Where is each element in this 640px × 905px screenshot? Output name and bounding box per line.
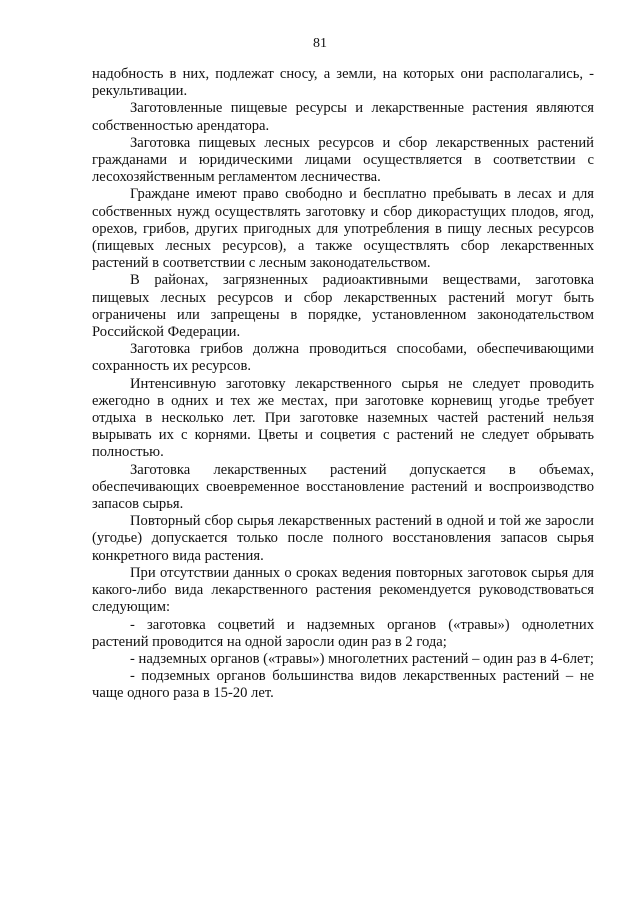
paragraph: При отсутствии данных о сроках ведения повторных заготовок сырья для какого-либо вида лекарственного растения рекомендуется руководствоваться следующим: <box>92 564 594 616</box>
paragraph: надобность в них, подлежат сносу, а земли, на которых они располагались, - рекультивации. <box>92 66 594 100</box>
document-body <box>92 66 594 703</box>
paragraph: Заготовка грибов должна проводиться способами, обеспечивающими сохранность их ресурсов. <box>92 341 594 375</box>
paragraph: Заготовка лекарственных растений допускается в объемах, обеспечивающих своевременное восстановление растений и воспроизводство запасов сырья. <box>92 461 594 513</box>
list-item: - надземных органов («травы») многолетних растений – один раз в 4-6лет; <box>130 650 594 667</box>
paragraph: Заготовка пищевых лесных ресурсов и сбор лекарственных растений гражданами и юридическими лицами осуществляется в соответствии с лесохозяйственным регламентом лесничества. <box>92 134 594 186</box>
paragraph: Интенсивную заготовку лекарственного сырья не следует проводить ежегодно в одних и тех же местах, при заготовке корневищ угодье требует отдыха в несколько лет. При заготовке наземных частей растений нельзя вырывать их с корнями. Цветы и соцветия с растений не следует обрывать полностью. <box>92 375 594 461</box>
paragraph: Заготовленные пищевые ресурсы и лекарственные растения являются собственностью арендатора. <box>92 100 594 134</box>
paragraph: Повторный сбор сырья лекарственных растений в одной и той же заросли (угодье) допускается только после полного восстановления запасов сырья конкретного вида растения. <box>92 513 594 564</box>
paragraph: В районах, загрязненных радиоактивными веществами, заготовка пищевых лесных ресурсов и сбор лекарственных растений могут быть ограничены или запрещены в порядке, установленном законодательством Российской Федерации. <box>92 272 594 341</box>
list-item: - подземных органов большинства видов лекарственных растений – не чаще одного раза в 15-20 лет. <box>92 668 594 702</box>
page-number: 81 <box>313 36 327 51</box>
list-item: - заготовка соцветий и надземных органов («травы») однолетних растений проводится на одной заросли один раз в 2 года; <box>92 616 594 650</box>
paragraph: Граждане имеют право свободно и бесплатно пребывать в лесах и для собственных нужд осуществлять заготовку и сбор дикорастущих плодов, ягод, орехов, грибов, других пригодных для употребления в пищу лесных ресурсов (пищевых лесных ресурсов), а также осуществлять сбор лекарственных растений в соответствии с лесным законодательством. <box>92 186 594 272</box>
